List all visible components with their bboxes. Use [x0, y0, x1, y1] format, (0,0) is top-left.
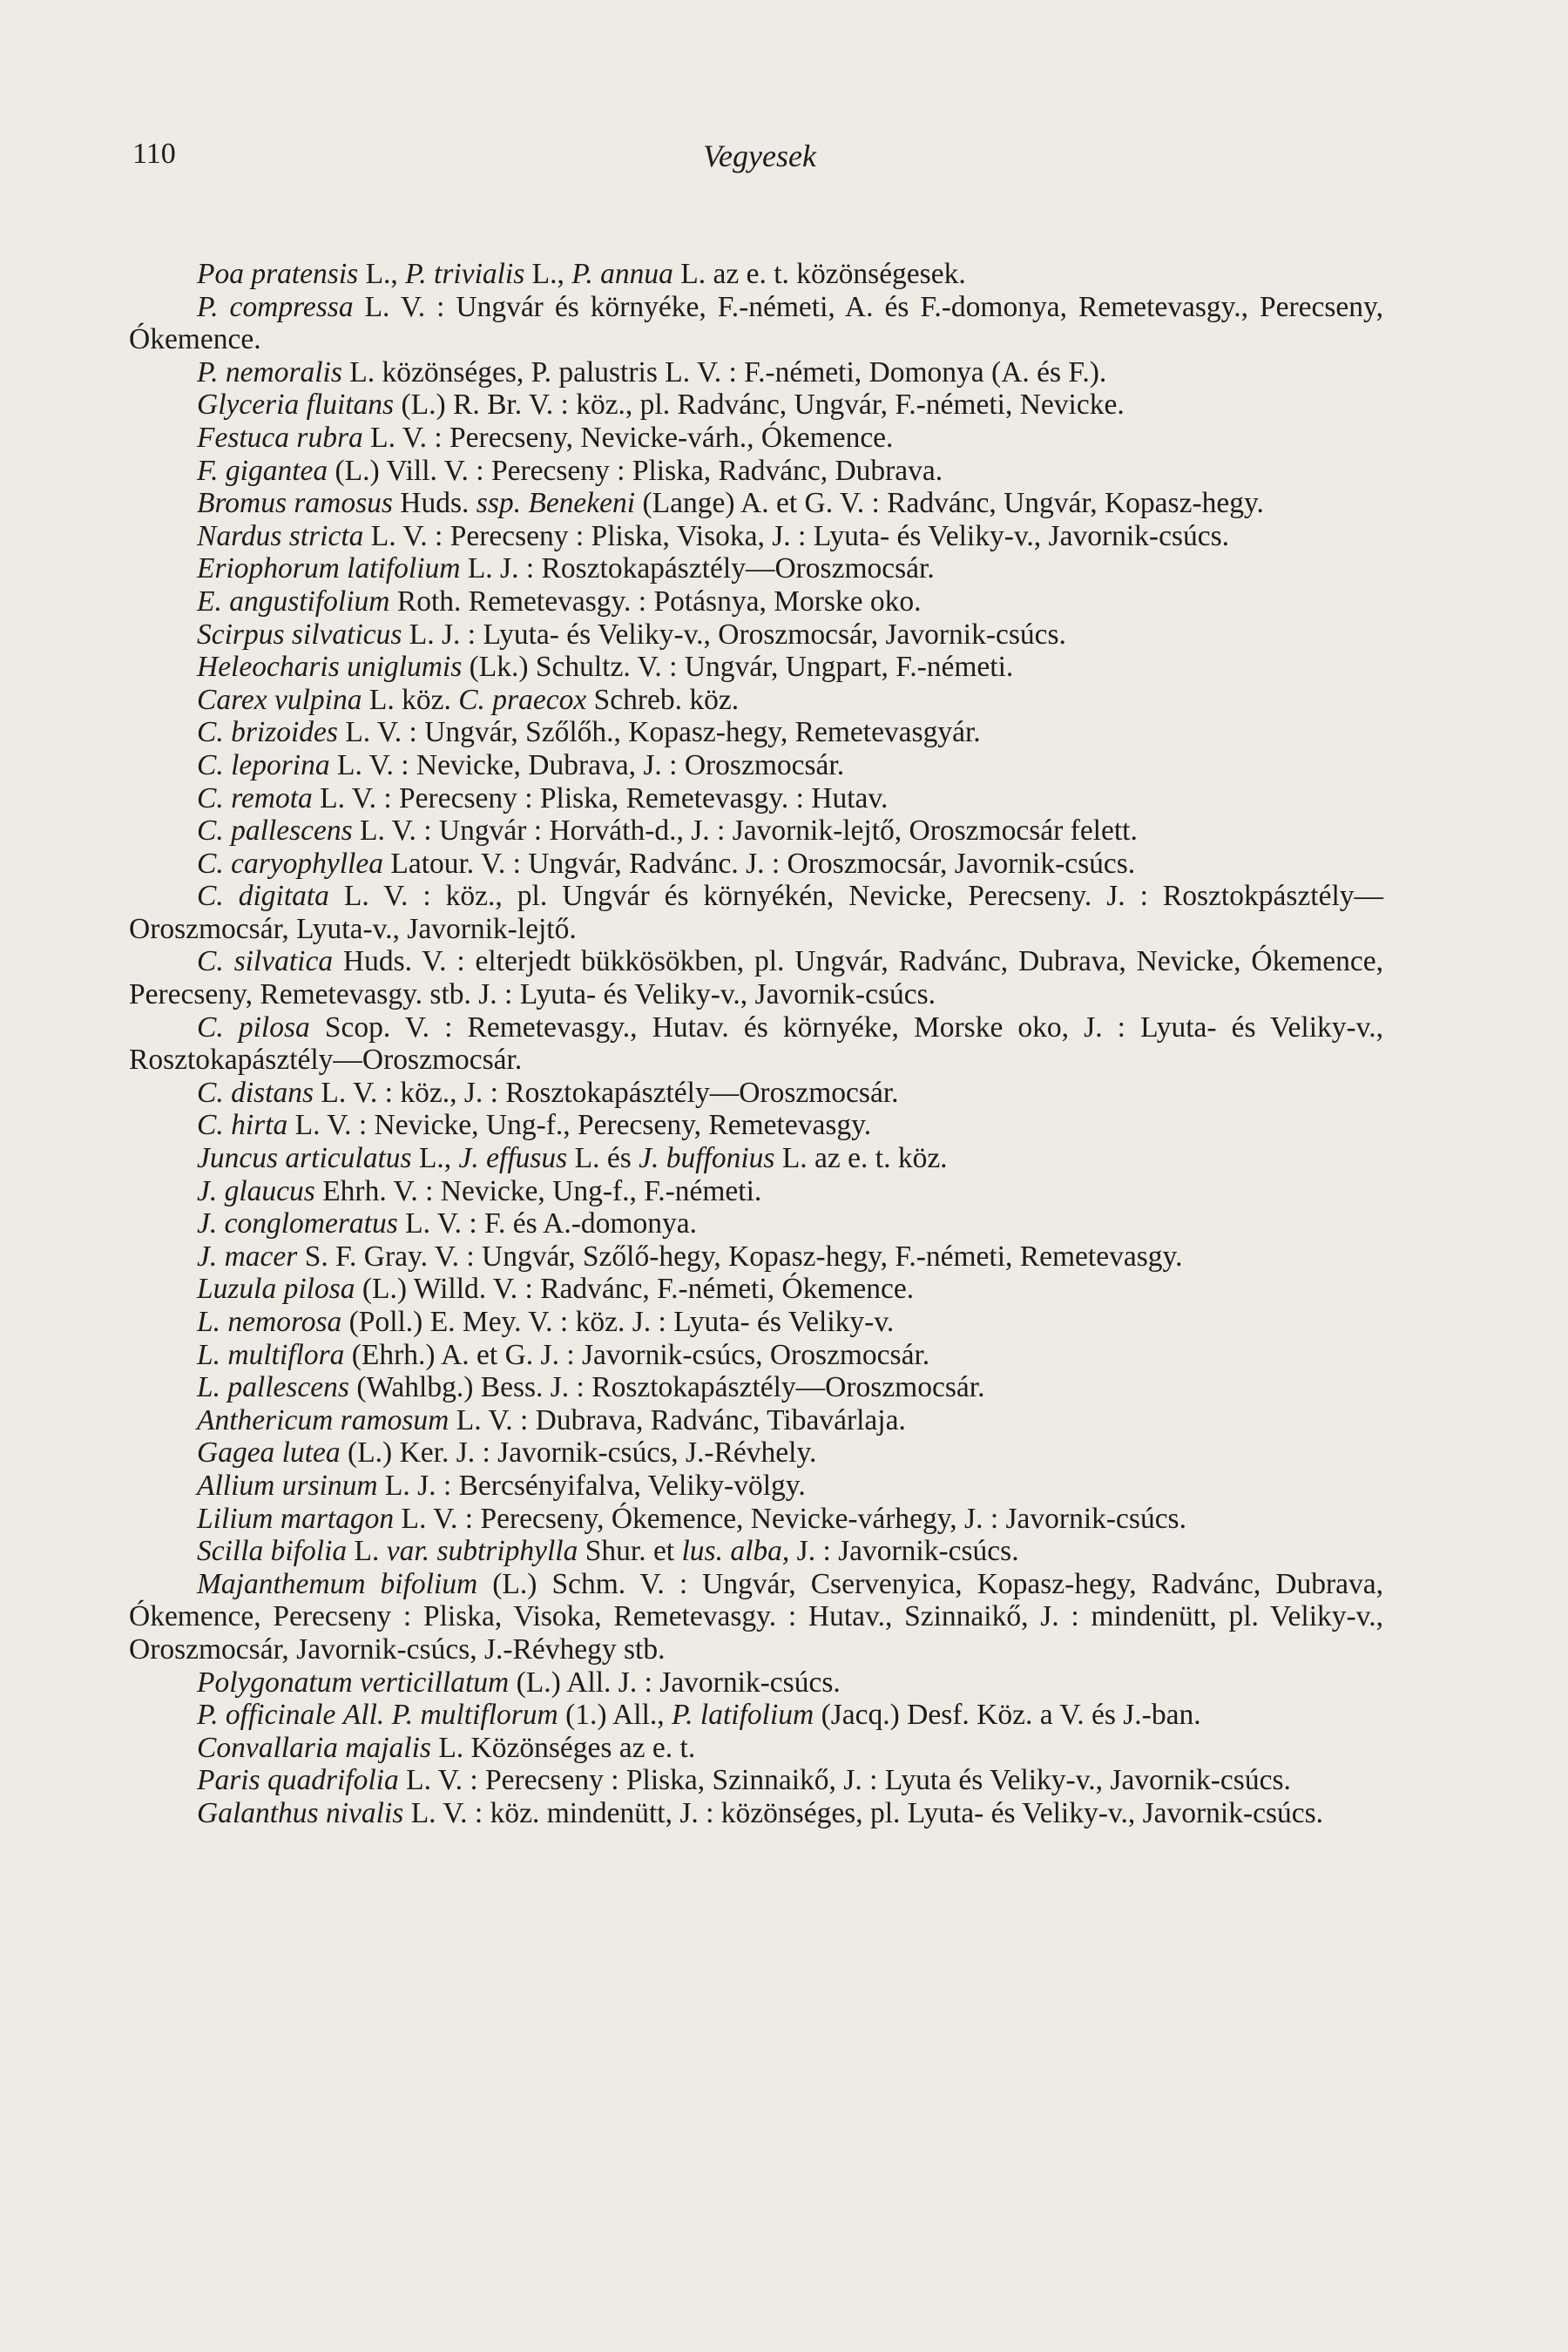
- species-entry: [129, 585, 1383, 618]
- species-entry: [129, 1273, 1383, 1306]
- species-entry: [129, 618, 1383, 652]
- species-entry: [129, 1207, 1383, 1240]
- entry-text: (Lange) A. et G. V. : Radvánc, Ungvár, Kopasz-hegy.: [635, 487, 1264, 520]
- taxon-name: C. digitata: [197, 880, 329, 913]
- taxon-name: Scilla bifolia: [197, 1535, 348, 1568]
- species-entry: [129, 389, 1383, 422]
- species-entry: [129, 716, 1383, 749]
- taxon-name: E. angustifolium: [197, 585, 390, 618]
- entry-text: L.,: [524, 258, 572, 290]
- entry-text: L. V. : Perecseny : Pliska, Remetevasgy. : Hutav.: [312, 781, 889, 814]
- species-entry: [129, 1732, 1383, 1765]
- species-entry: [129, 487, 1383, 520]
- species-entry: [129, 356, 1383, 389]
- taxon-name: C. leporina: [197, 748, 330, 781]
- entry-text: Shur. et: [578, 1535, 682, 1568]
- taxon-name: F. gigantea: [197, 454, 328, 487]
- running-title: Vegyesek: [703, 139, 816, 173]
- entry-text: L. köz.: [362, 683, 459, 716]
- taxon-name: Polygonatum verticillatum: [197, 1666, 510, 1699]
- taxon-name: C. praecox: [458, 683, 587, 716]
- entry-text: Latour. V. : Ungvár, Radvánc. J. : Oroszmocsár, Javornik-csúcs.: [382, 847, 1136, 880]
- entry-text: (L.) All. J. : Javornik-csúcs.: [509, 1666, 841, 1699]
- species-entry: [129, 520, 1383, 553]
- species-entry: [129, 880, 1383, 945]
- species-entry: [129, 1764, 1383, 1797]
- species-entry: [129, 258, 1383, 291]
- taxon-name: L. nemorosa: [197, 1306, 342, 1338]
- species-entry: [129, 651, 1383, 684]
- entry-text: (L.) Ker. J. : Javornik-csúcs, J.-Révhely.: [340, 1436, 817, 1470]
- page-header: [132, 138, 1387, 181]
- entry-text: L. közönséges, P. palustris L. V. : F.-németi, Domonya (A. és F.).: [341, 355, 1107, 389]
- taxon-name: Lilium martagon: [197, 1502, 395, 1535]
- entry-text: L. és: [567, 1142, 639, 1175]
- page-number: 110: [132, 138, 176, 170]
- taxon-name: C. hirta: [197, 1109, 288, 1142]
- species-entry: [129, 1175, 1383, 1208]
- taxon-name: Scirpus silvaticus: [197, 618, 402, 651]
- taxon-name: Carex vulpina: [197, 683, 362, 716]
- entry-text: (Ehrh.) A. et G. J. : Javornik-csúcs, Oroszmocsár.: [344, 1338, 930, 1371]
- entry-text: L. Közönséges az e. t.: [430, 1731, 696, 1764]
- species-entry: [129, 1240, 1383, 1274]
- entry-text: [335, 1699, 342, 1731]
- entry-text: Scop. V. : Remetevasgy., Hutav. és környéke, Morske oko, J. : Lyuta- és Veliky-v., Rosztokapásztély—Oroszmocsár.: [129, 1010, 1383, 1077]
- entry-text: L. V. : Ungvár, Szőlőh., Kopasz-hegy, Remetevasgyár.: [337, 716, 981, 749]
- entry-text: L. V. : Nevicke, Ung-f., Perecseny, Remetevasgy.: [287, 1109, 872, 1142]
- entry-text: L. V. : köz., J. : Rosztokapásztély—Oroszmocsár.: [314, 1076, 899, 1109]
- taxon-name: Eriophorum latifolium: [197, 552, 461, 585]
- entry-text: L. J. : Bercsényifalva, Veliky-völgy.: [377, 1469, 806, 1502]
- taxon-name: lus. alba,: [681, 1535, 790, 1568]
- entry-text: L. az e. t. közönségesek.: [672, 258, 966, 290]
- taxon-name: P. annua: [571, 258, 673, 290]
- entry-text: L. V. : Perecseny : Pliska, Szinnaikő, J. : Lyuta és Veliky-v., Javornik-csúcs.: [398, 1764, 1291, 1797]
- species-entry: [129, 1436, 1383, 1470]
- entry-text: (1.) All.,: [558, 1699, 672, 1732]
- entry-text: L.: [347, 1535, 387, 1568]
- entry-text: (Wahlbg.) Bess. J. : Rosztokapásztély—Oroszmocsár.: [348, 1371, 985, 1404]
- taxon-name: Poa pratensis: [197, 258, 359, 290]
- entry-text: Huds. V. : elterjedt bükkösökben, pl. Ungvár, Radvánc, Dubrava, Nevicke, Ókemence, Perecseny, Remetevasgy. stb. J. : Lyuta- és Veliky-v., Javornik-csúcs.: [129, 945, 1383, 1011]
- species-entry: [129, 749, 1383, 782]
- entry-text: L. V. : Perecseny, Ókemence, Nevicke-várhegy, J. : Javornik-csúcs.: [394, 1502, 1186, 1535]
- species-entry: [129, 1404, 1383, 1437]
- taxon-name: Majanthemum bifolium: [197, 1567, 478, 1600]
- species-entry: [129, 1109, 1383, 1142]
- taxon-name: C. distans: [197, 1076, 314, 1109]
- entry-text: Roth. Remetevasgy. : Potásnya, Morske oko.: [389, 585, 922, 618]
- entry-text: S. F. Gray. V. : Ungvár, Szőlő-hegy, Kopasz-hegy, F.-németi, Remetevasgy.: [297, 1240, 1183, 1273]
- entry-text: (Lk.) Schultz. V. : Ungvár, Ungpart, F.-németi.: [462, 651, 1014, 684]
- taxon-name: Bromus ramosus: [197, 487, 393, 520]
- taxon-name: P. compressa: [197, 290, 354, 323]
- species-entry: [129, 1142, 1383, 1175]
- entry-text: L. V. : Perecseny : Pliska, Visoka, J. : Lyuta- és Veliky-v., Javornik-csúcs.: [363, 519, 1230, 552]
- taxon-name: P. nemoralis: [197, 355, 342, 389]
- entry-text: (Jacq.) Desf. Köz. a V. és J.-ban.: [814, 1699, 1201, 1732]
- taxon-name: Allium ursinum: [197, 1469, 378, 1502]
- entry-text: L.,: [358, 258, 406, 290]
- entry-text: L. V. : F. és A.-domonya.: [397, 1207, 697, 1240]
- taxon-name: Festuca rubra: [197, 421, 363, 454]
- entry-text: (L.) R. Br. V. : köz., pl. Radvánc, Ungvár, F.-németi, Nevicke.: [394, 389, 1125, 422]
- species-entry: [129, 1339, 1383, 1372]
- taxon-name: C. brizoides: [197, 716, 338, 749]
- entry-text: L. J. : Rosztokapásztély—Oroszmocsár.: [460, 552, 935, 585]
- taxon-name: L. multiflora: [197, 1338, 345, 1371]
- taxon-name: J. buffonius: [639, 1142, 775, 1175]
- entry-text: (L.) Vill. V. : Perecseny : Pliska, Radvánc, Dubrava.: [328, 454, 943, 487]
- species-entry: [129, 1470, 1383, 1503]
- species-entry: [129, 1371, 1383, 1404]
- entry-text: L. V. : Perecseny, Nevicke-várh., Ókemence.: [362, 421, 894, 454]
- taxon-name: J. macer: [197, 1240, 298, 1273]
- taxon-name: C. pallescens: [197, 814, 353, 848]
- taxon-name: Luzula pilosa: [197, 1273, 355, 1306]
- taxon-name: J. effusus: [458, 1142, 568, 1175]
- species-entry: [129, 1077, 1383, 1110]
- species-entry: [129, 422, 1383, 455]
- taxon-name: Heleocharis uniglumis: [197, 651, 463, 684]
- taxon-name: C. pilosa: [197, 1010, 310, 1044]
- entry-text: (Poll.) E. Mey. V. : köz. J. : Lyuta- és Veliky-v.: [341, 1306, 895, 1338]
- taxon-name: L. pallescens: [197, 1371, 349, 1404]
- taxon-name: Anthericum ramosum: [197, 1403, 449, 1436]
- species-entry: [129, 1535, 1383, 1568]
- taxon-name: var. subtriphylla: [386, 1535, 578, 1568]
- taxon-name: Convallaria majalis: [197, 1731, 431, 1764]
- entry-text: L. J. : Lyuta- és Veliky-v., Oroszmocsár, Javornik-csúcs.: [402, 618, 1066, 651]
- entry-text: J. : Javornik-csúcs.: [789, 1535, 1019, 1568]
- entry-text: L. V. : köz., pl. Ungvár és környékén, Nevicke, Perecseny. J. : Rosztokpásztély—Oroszmocsár, Lyuta-v., Javornik-lejtő.: [129, 880, 1383, 945]
- entry-text: (L.) Willd. V. : Radvánc, F.-németi, Ókemence.: [355, 1273, 915, 1306]
- species-list: [129, 258, 1383, 1830]
- taxon-name: All. P. multiflorum: [342, 1699, 558, 1732]
- species-entry: [129, 291, 1383, 356]
- species-entry: [129, 1503, 1383, 1536]
- entry-text: Ehrh. V. : Nevicke, Ung-f., F.-németi.: [314, 1174, 762, 1207]
- entry-text: L. V. : Nevicke, Dubrava, J. : Oroszmocsár.: [329, 748, 845, 781]
- entry-text: L. az e. t. köz.: [774, 1142, 948, 1175]
- taxon-name: Paris quadrifolia: [197, 1764, 399, 1797]
- species-entry: [129, 684, 1383, 717]
- taxon-name: Glyceria fluitans: [197, 389, 395, 422]
- entry-text: L. V. : Dubrava, Radvánc, Tibavárlaja.: [449, 1403, 906, 1436]
- entry-text: Schreb. köz.: [586, 683, 740, 716]
- taxon-name: P. trivialis: [405, 258, 525, 290]
- species-entry: [129, 945, 1383, 1010]
- species-entry: [129, 782, 1383, 815]
- species-entry: [129, 1306, 1383, 1339]
- species-entry: [129, 848, 1383, 881]
- taxon-name: J. glaucus: [197, 1174, 315, 1207]
- taxon-name: Juncus articulatus: [197, 1142, 412, 1175]
- taxon-name: Gagea lutea: [197, 1436, 341, 1470]
- entry-text: (L.) Schm. V. : Ungvár, Cservenyica, Kopasz-hegy, Radvánc, Dubrava, Ókemence, Perecseny : Pliska, Visoka, Remetevasgy. : Hutav., Szinnaikő, J. : mindenütt, pl. Veliky-v., Oroszmocsár, Javornik-csúcs, J.-Révhegy stb.: [129, 1567, 1383, 1666]
- species-entry: [129, 1797, 1383, 1830]
- species-entry: [129, 552, 1383, 585]
- species-entry: [129, 1699, 1383, 1732]
- species-entry: [129, 1011, 1383, 1077]
- taxon-name: ssp. Benekeni: [476, 487, 636, 520]
- entry-text: L. V. : Ungvár : Horváth-d., J. : Javornik-lejtő, Oroszmocsár felett.: [352, 814, 1138, 848]
- entry-text: Huds.: [392, 487, 476, 520]
- taxon-name: C. silvatica: [197, 945, 334, 978]
- taxon-name: C. caryophyllea: [197, 847, 383, 880]
- entry-text: L. V. : köz. mindenütt, J. : közönséges, pl. Lyuta- és Veliky-v., Javornik-csúcs.: [403, 1796, 1324, 1829]
- taxon-name: P. latifolium: [672, 1699, 814, 1732]
- taxon-name: J. conglomeratus: [197, 1207, 398, 1240]
- entry-text: L.,: [411, 1142, 459, 1175]
- species-entry: [129, 1666, 1383, 1700]
- species-entry: [129, 814, 1383, 848]
- species-entry: [129, 1568, 1383, 1666]
- taxon-name: P. officinale: [197, 1699, 336, 1732]
- taxon-name: Nardus stricta: [197, 519, 364, 552]
- taxon-name: Galanthus nivalis: [197, 1796, 404, 1829]
- entry-text: L. V. : Ungvár és környéke, F.-németi, A. és F.-domonya, Remetevasgy., Perecseny, Ókemence.: [129, 290, 1383, 356]
- species-entry: [129, 455, 1383, 488]
- taxon-name: C. remota: [197, 781, 313, 814]
